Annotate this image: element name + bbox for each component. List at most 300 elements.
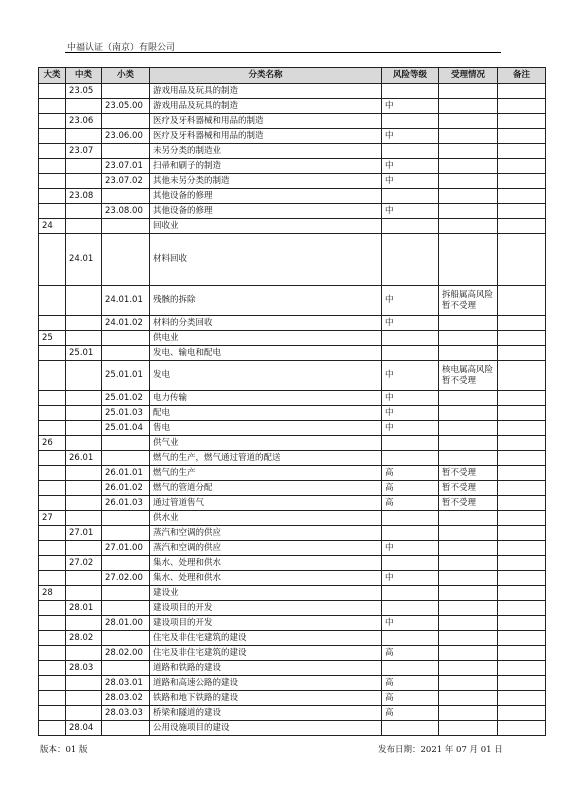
cell-middle: 28.03	[66, 661, 102, 676]
cell-remarks	[498, 616, 546, 631]
table-row	[39, 174, 546, 189]
cell-middle	[66, 174, 102, 189]
cell-middle	[66, 616, 102, 631]
cell-risk	[382, 346, 439, 361]
cell-major	[39, 466, 66, 481]
cell-remarks	[498, 189, 546, 204]
cell-risk	[382, 189, 439, 204]
cell-minor	[102, 436, 150, 451]
cell-major	[39, 571, 66, 586]
cell-remarks	[498, 646, 546, 661]
cell-minor	[102, 526, 150, 541]
table-row	[39, 99, 546, 114]
cell-acceptance	[439, 541, 498, 556]
cell-risk: 中	[382, 159, 439, 174]
cell-name: 其他设备的修理	[150, 189, 382, 204]
cell-remarks	[498, 571, 546, 586]
cell-name: 集水、处理和供水	[150, 571, 382, 586]
cell-acceptance	[439, 234, 498, 286]
cell-major	[39, 646, 66, 661]
cell-minor	[102, 661, 150, 676]
table-body	[39, 84, 546, 736]
cell-remarks	[498, 286, 546, 316]
cell-risk: 中	[382, 616, 439, 631]
cell-name: 游戏用品及玩具的制造	[150, 84, 382, 99]
cell-acceptance	[439, 661, 498, 676]
cell-acceptance	[439, 189, 498, 204]
cell-acceptance	[439, 144, 498, 159]
cell-acceptance	[439, 159, 498, 174]
cell-risk	[382, 114, 439, 129]
table-row	[39, 84, 546, 99]
cell-acceptance	[439, 451, 498, 466]
cell-remarks	[498, 526, 546, 541]
cell-major	[39, 286, 66, 316]
table-row	[39, 661, 546, 676]
cell-remarks	[498, 204, 546, 219]
cell-middle	[66, 204, 102, 219]
cell-risk: 高	[382, 466, 439, 481]
cell-middle: 28.02	[66, 631, 102, 646]
cell-middle	[66, 496, 102, 511]
table-row	[39, 616, 546, 631]
cell-name: 燃气的管道分配	[150, 481, 382, 496]
cell-name: 燃气的生产	[150, 466, 382, 481]
cell-remarks	[498, 541, 546, 556]
cell-minor: 26.01.01	[102, 466, 150, 481]
cell-remarks	[498, 129, 546, 144]
cell-middle	[66, 466, 102, 481]
cell-major: 26	[39, 436, 66, 451]
cell-middle	[66, 646, 102, 661]
cell-major	[39, 84, 66, 99]
cell-risk: 高	[382, 646, 439, 661]
cell-acceptance	[439, 601, 498, 616]
cell-name: 道路和铁路的建设	[150, 661, 382, 676]
cell-major: 27	[39, 511, 66, 526]
cell-name: 发电、输电和配电	[150, 346, 382, 361]
cell-middle	[66, 571, 102, 586]
cell-acceptance	[439, 421, 498, 436]
table-row	[39, 451, 546, 466]
cell-acceptance	[439, 706, 498, 721]
cell-risk	[382, 661, 439, 676]
cell-major	[39, 451, 66, 466]
cell-remarks	[498, 174, 546, 189]
cell-remarks	[498, 114, 546, 129]
cell-name: 材料的分类回收	[150, 316, 382, 331]
cell-acceptance	[439, 676, 498, 691]
cell-name: 集水、处理和供水	[150, 556, 382, 571]
cell-name: 燃气的生产，燃气通过管道的配送	[150, 451, 382, 466]
table-row	[39, 114, 546, 129]
cell-risk: 中	[382, 204, 439, 219]
cell-risk	[382, 144, 439, 159]
cell-name: 游戏用品及玩具的制造	[150, 99, 382, 114]
cell-remarks	[498, 691, 546, 706]
cell-minor	[102, 219, 150, 234]
cell-name: 其他未另分类的制造	[150, 174, 382, 189]
cell-major	[39, 661, 66, 676]
cell-remarks	[498, 481, 546, 496]
cell-major: 25	[39, 331, 66, 346]
cell-risk: 中	[382, 391, 439, 406]
cell-middle: 27.01	[66, 526, 102, 541]
cell-minor	[102, 511, 150, 526]
cell-minor: 28.02.00	[102, 646, 150, 661]
cell-minor: 23.08.00	[102, 204, 150, 219]
cell-remarks	[498, 706, 546, 721]
table-row	[39, 391, 546, 406]
cell-middle: 28.04	[66, 721, 102, 736]
table-row	[39, 706, 546, 721]
cell-risk: 中	[382, 99, 439, 114]
cell-minor	[102, 84, 150, 99]
cell-risk	[382, 556, 439, 571]
cell-minor: 27.02.00	[102, 571, 150, 586]
cell-acceptance	[439, 331, 498, 346]
cell-name: 医疗及牙科器械和用品的制造	[150, 114, 382, 129]
cell-remarks	[498, 451, 546, 466]
cell-acceptance	[439, 204, 498, 219]
cell-remarks	[498, 331, 546, 346]
cell-name: 建设项目的开发	[150, 601, 382, 616]
cell-minor: 23.07.02	[102, 174, 150, 189]
table-row	[39, 586, 546, 601]
cell-remarks	[498, 676, 546, 691]
cell-major: 28	[39, 586, 66, 601]
cell-name: 住宅及非住宅建筑的建设	[150, 646, 382, 661]
cell-middle: 23.07	[66, 144, 102, 159]
col-header-remarks: 备注	[498, 68, 546, 84]
cell-middle	[66, 511, 102, 526]
cell-acceptance	[439, 346, 498, 361]
col-header-acceptance: 受理情况	[439, 68, 498, 84]
cell-acceptance	[439, 586, 498, 601]
cell-risk	[382, 601, 439, 616]
cell-middle: 23.08	[66, 189, 102, 204]
cell-middle: 24.01	[66, 234, 102, 286]
cell-remarks	[498, 84, 546, 99]
footer-date: 发布日期：2021 年 07 月 01 日	[378, 745, 503, 755]
cell-minor	[102, 234, 150, 286]
cell-risk: 中	[382, 286, 439, 316]
cell-middle	[66, 219, 102, 234]
table-row	[39, 406, 546, 421]
cell-major	[39, 481, 66, 496]
cell-name: 桥梁和隧道的建设	[150, 706, 382, 721]
cell-remarks	[498, 511, 546, 526]
table-row	[39, 691, 546, 706]
cell-minor: 23.06.00	[102, 129, 150, 144]
cell-name: 蒸汽和空调的供应	[150, 541, 382, 556]
cell-middle: 28.01	[66, 601, 102, 616]
cell-major	[39, 406, 66, 421]
cell-major	[39, 234, 66, 286]
table-row	[39, 526, 546, 541]
cell-name: 建设项目的开发	[150, 616, 382, 631]
cell-minor: 24.01.01	[102, 286, 150, 316]
table-row	[39, 204, 546, 219]
cell-acceptance	[439, 219, 498, 234]
cell-risk: 中	[382, 129, 439, 144]
cell-remarks	[498, 556, 546, 571]
cell-risk: 中	[382, 174, 439, 189]
cell-risk	[382, 511, 439, 526]
cell-major	[39, 189, 66, 204]
col-header-middle: 中类	[66, 68, 102, 84]
cell-minor: 28.01.00	[102, 616, 150, 631]
cell-middle	[66, 436, 102, 451]
cell-minor	[102, 451, 150, 466]
cell-major	[39, 496, 66, 511]
table-row	[39, 556, 546, 571]
table-row	[39, 481, 546, 496]
col-header-minor: 小类	[102, 68, 150, 84]
cell-minor: 23.05.00	[102, 99, 150, 114]
cell-acceptance	[439, 316, 498, 331]
cell-remarks	[498, 234, 546, 286]
cell-remarks	[498, 144, 546, 159]
cell-minor: 24.01.02	[102, 316, 150, 331]
cell-middle	[66, 541, 102, 556]
cell-name: 住宅及非住宅建筑的建设	[150, 631, 382, 646]
cell-acceptance	[439, 556, 498, 571]
cell-name: 道路和高速公路的建设	[150, 676, 382, 691]
cell-minor	[102, 601, 150, 616]
cell-middle: 26.01	[66, 451, 102, 466]
cell-name: 医疗及牙科器械和用品的制造	[150, 129, 382, 144]
cell-major	[39, 676, 66, 691]
cell-risk: 高	[382, 496, 439, 511]
cell-minor: 25.01.01	[102, 361, 150, 391]
cell-major	[39, 391, 66, 406]
cell-name: 其他设备的修理	[150, 204, 382, 219]
cell-acceptance	[439, 114, 498, 129]
cell-major	[39, 204, 66, 219]
cell-middle	[66, 316, 102, 331]
table-header-row	[39, 68, 546, 84]
table-row	[39, 219, 546, 234]
cell-acceptance	[439, 511, 498, 526]
cell-acceptance	[439, 691, 498, 706]
cell-remarks	[498, 361, 546, 391]
cell-risk	[382, 234, 439, 286]
table-row	[39, 721, 546, 736]
cell-risk	[382, 451, 439, 466]
table-row	[39, 436, 546, 451]
cell-middle	[66, 159, 102, 174]
table-row	[39, 421, 546, 436]
table-row	[39, 646, 546, 661]
cell-middle	[66, 99, 102, 114]
cell-name: 残骸的拆除	[150, 286, 382, 316]
cell-minor	[102, 556, 150, 571]
table-row	[39, 346, 546, 361]
cell-remarks	[498, 406, 546, 421]
cell-minor: 25.01.03	[102, 406, 150, 421]
cell-remarks	[498, 466, 546, 481]
cell-major	[39, 159, 66, 174]
table-row	[39, 189, 546, 204]
cell-risk	[382, 84, 439, 99]
cell-middle: 25.01	[66, 346, 102, 361]
cell-risk	[382, 526, 439, 541]
cell-remarks	[498, 631, 546, 646]
cell-risk: 中	[382, 316, 439, 331]
cell-minor: 28.03.01	[102, 676, 150, 691]
col-header-name: 分类名称	[150, 68, 382, 84]
cell-acceptance	[439, 646, 498, 661]
table-row	[39, 541, 546, 556]
cell-remarks	[498, 586, 546, 601]
cell-remarks	[498, 436, 546, 451]
cell-name: 建设业	[150, 586, 382, 601]
cell-risk	[382, 219, 439, 234]
cell-major: 24	[39, 219, 66, 234]
cell-major	[39, 99, 66, 114]
table-row	[39, 676, 546, 691]
cell-acceptance	[439, 391, 498, 406]
cell-risk: 中	[382, 406, 439, 421]
cell-middle	[66, 331, 102, 346]
footer-version: 版本：01 版	[40, 745, 88, 755]
cell-risk: 中	[382, 421, 439, 436]
company-header: 中福认证（南京）有限公司	[67, 43, 176, 53]
cell-risk: 高	[382, 691, 439, 706]
cell-major	[39, 114, 66, 129]
cell-risk	[382, 331, 439, 346]
cell-name: 回收业	[150, 219, 382, 234]
cell-acceptance	[439, 436, 498, 451]
col-header-major: 大类	[39, 68, 66, 84]
cell-remarks	[498, 721, 546, 736]
cell-middle	[66, 676, 102, 691]
table-row	[39, 631, 546, 646]
cell-middle	[66, 481, 102, 496]
cell-middle: 27.02	[66, 556, 102, 571]
cell-name: 发电	[150, 361, 382, 391]
cell-middle	[66, 421, 102, 436]
cell-name: 售电	[150, 421, 382, 436]
cell-risk	[382, 586, 439, 601]
cell-acceptance	[439, 526, 498, 541]
table-row	[39, 316, 546, 331]
cell-acceptance	[439, 631, 498, 646]
col-header-risk: 风险等级	[382, 68, 439, 84]
cell-major	[39, 616, 66, 631]
cell-middle: 23.06	[66, 114, 102, 129]
cell-remarks	[498, 391, 546, 406]
cell-name: 铁路和地下铁路的建设	[150, 691, 382, 706]
table-row	[39, 601, 546, 616]
cell-major	[39, 556, 66, 571]
cell-acceptance	[439, 84, 498, 99]
cell-acceptance: 暂不受理	[439, 481, 498, 496]
cell-remarks	[498, 159, 546, 174]
table-row	[39, 466, 546, 481]
cell-name: 未另分类的制造业	[150, 144, 382, 159]
cell-minor	[102, 114, 150, 129]
table-row	[39, 159, 546, 174]
cell-acceptance	[439, 99, 498, 114]
cell-risk: 高	[382, 676, 439, 691]
table-row	[39, 144, 546, 159]
cell-minor: 27.01.00	[102, 541, 150, 556]
cell-major	[39, 174, 66, 189]
cell-major	[39, 601, 66, 616]
cell-major	[39, 691, 66, 706]
cell-acceptance: 拆船属高风险暂不受理	[439, 286, 498, 316]
cell-major	[39, 346, 66, 361]
cell-name: 公用设施项目的建设	[150, 721, 382, 736]
cell-name: 扫帚和刷子的制造	[150, 159, 382, 174]
cell-risk: 中	[382, 361, 439, 391]
cell-minor: 23.07.01	[102, 159, 150, 174]
cell-major	[39, 631, 66, 646]
cell-minor	[102, 631, 150, 646]
cell-remarks	[498, 601, 546, 616]
cell-major	[39, 316, 66, 331]
cell-minor	[102, 721, 150, 736]
cell-name: 蒸汽和空调的供应	[150, 526, 382, 541]
cell-acceptance: 核电属高风险暂不受理	[439, 361, 498, 391]
cell-minor: 26.01.03	[102, 496, 150, 511]
cell-minor	[102, 346, 150, 361]
cell-name: 通过管道售气	[150, 496, 382, 511]
classification-table	[38, 67, 546, 736]
cell-remarks	[498, 661, 546, 676]
cell-risk	[382, 631, 439, 646]
cell-minor: 25.01.04	[102, 421, 150, 436]
cell-middle	[66, 391, 102, 406]
cell-acceptance: 暂不受理	[439, 466, 498, 481]
cell-risk: 中	[382, 541, 439, 556]
cell-remarks	[498, 219, 546, 234]
cell-middle	[66, 129, 102, 144]
cell-major	[39, 421, 66, 436]
cell-remarks	[498, 421, 546, 436]
table-row	[39, 234, 546, 286]
cell-acceptance	[439, 129, 498, 144]
cell-remarks	[498, 316, 546, 331]
cell-acceptance	[439, 721, 498, 736]
cell-name: 材料回收	[150, 234, 382, 286]
cell-middle	[66, 286, 102, 316]
cell-minor: 28.03.03	[102, 706, 150, 721]
cell-major	[39, 361, 66, 391]
cell-remarks	[498, 346, 546, 361]
cell-minor	[102, 189, 150, 204]
table-row	[39, 286, 546, 316]
cell-minor: 26.01.02	[102, 481, 150, 496]
cell-acceptance	[439, 571, 498, 586]
cell-minor	[102, 331, 150, 346]
table-row	[39, 511, 546, 526]
cell-major	[39, 144, 66, 159]
cell-middle	[66, 691, 102, 706]
table-row	[39, 361, 546, 391]
table-row	[39, 496, 546, 511]
cell-acceptance	[439, 174, 498, 189]
cell-minor: 28.03.02	[102, 691, 150, 706]
cell-middle	[66, 706, 102, 721]
cell-major	[39, 541, 66, 556]
cell-minor: 25.01.02	[102, 391, 150, 406]
cell-major	[39, 526, 66, 541]
cell-middle	[66, 586, 102, 601]
cell-name: 供气业	[150, 436, 382, 451]
